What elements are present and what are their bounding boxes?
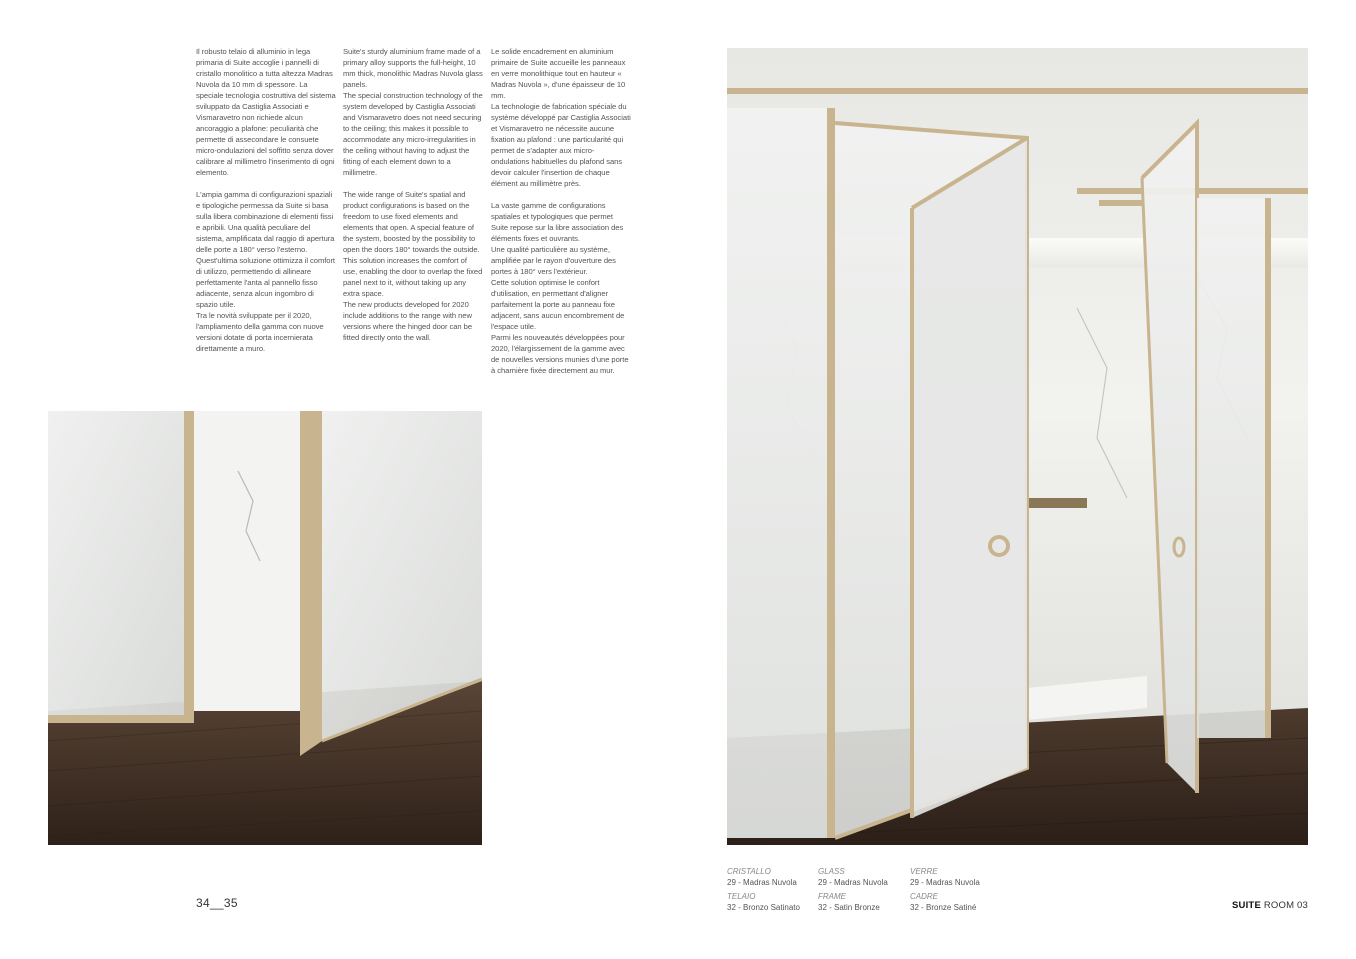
paragraph: Il robusto telaio di alluminio in lega primaria di Suite accoglie i pannelli di cristallo monolitico a tutta altezza Madras Nuvola da 10 mm di spessore. La speciale tecnologia costruttiva del sistema sviluppato da Castiglia Associati e Vismaravetro non richiede alcun ancoraggio a plafone: peculiarità che permette di assecondare le consuete micro-ondulazioni del soffitto senza dover calibrare al millimetro l'inserimento di ogni elemento. [196, 47, 336, 177]
paragraph: Cette solution optimise le confort d'utilisation, en permettant d'aligner parfaitement la porte au panneau fixe adjacent, sans aucun encombrement de l'espace utile. [491, 278, 625, 331]
paragraph: Le solide encadrement en aluminium primaire de Suite accueille les panneaux en verre monolithique tout en hauteur « Madras Nuvola », d'une épaisseur de 10 mm. [491, 47, 626, 100]
text-column-english [343, 46, 483, 343]
paragraph: Parmi les nouveautés développées pour 2020, l'élargissement de la gamme avec de nouvelles versions munies d'une porte à charnière fixée directement au mur. [491, 333, 629, 375]
paragraph: The special construction technology of the system developed by Castiglia Associati and Vismaravetro does not need securing to the ceiling; this makes it possible to accommodate any micro-irregularities in the ceiling without having to adjust the fitting of each element down to a millimetre. [343, 91, 483, 177]
right-page [678, 0, 1356, 959]
paragraph: This solution increases the comfort of use, enabling the door to overlap the fixed panel next to it, without taking up any extra space. [343, 256, 483, 298]
glass-label: VERRE [910, 867, 938, 876]
brand-suffix: ROOM 03 [1263, 900, 1308, 911]
paragraph: Une qualité particulière au système, amplifiée par le rayon d'ouverture des portes à 180° vers l'extérieur. [491, 245, 616, 276]
brand-footer [1232, 900, 1308, 911]
text-column-italian [196, 46, 336, 354]
paragraph: The new products developed for 2020 include additions to the range with new versions where the hinged door can be fitted directly onto the wall. [343, 300, 473, 342]
spec-english [818, 866, 888, 913]
paragraph: Tra le novità sviluppate per il 2020, l'ampliamento della gamma con nuove versioni dotate di porta incernierata direttamente a muro. [196, 311, 324, 353]
page-numbers: 34__35 [196, 896, 238, 910]
frame-value: 32 - Satin Bronze [818, 903, 880, 912]
frame-value: 32 - Bronze Satiné [910, 903, 977, 912]
text-column-french [491, 46, 631, 376]
glass-value: 29 - Madras Nuvola [910, 878, 980, 887]
paragraph: Suite's sturdy aluminium frame made of a primary alloy supports the full-height, 10 mm thick, monolithic Madras Nuvola glass panels. [343, 47, 483, 89]
door-detail-photo [48, 411, 482, 845]
glass-label: CRISTALLO [727, 867, 771, 876]
brand-name: SUITE [1232, 900, 1261, 911]
shower-enclosure-photo [727, 48, 1308, 845]
paragraph: La technologie de fabrication spéciale du système développé par Castiglia Associati et Vismaravetro ne nécessite aucune fixation au plafond : une particularité qui permet de s'adapter aux micro-ondulations habituelles du plafond sans devoir calculer l'insertion de chaque élément au millimètre près. [491, 102, 631, 188]
glass-value: 29 - Madras Nuvola [727, 878, 797, 887]
paragraph: La vaste gamme de configurations spatiales et typologiques que permet Suite repose sur la libre association des éléments fixes et ouvrants. [491, 201, 624, 243]
glass-value: 29 - Madras Nuvola [818, 878, 888, 887]
frame-value: 32 - Bronzo Satinato [727, 903, 800, 912]
paragraph: L'ampia gamma di configurazioni spaziali e tipologiche permessa da Suite si basa sulla libera combinazione di elementi fissi e apribili. Una qualità peculiare del sistema, amplificata dal raggio di apertura delle porte a 180° verso l'esterno. [196, 190, 335, 254]
frame-label: FRAME [818, 892, 846, 901]
frame-label: CADRE [910, 892, 939, 901]
glass-label: GLASS [818, 867, 845, 876]
paragraph: Quest'ultima soluzione ottimizza il comfort di utilizzo, permettendo di allineare perfettamente l'anta al pannello fisso adiacente, senza alcun ingombro di spazio utile. [196, 256, 335, 309]
spec-italian [727, 866, 800, 913]
frame-label: TELAIO [727, 892, 756, 901]
paragraph: The wide range of Suite's spatial and product configurations is based on the freedom to use fixed elements and elements that open. A special feature of the system, boosted by the possibility to open the doors 180° towards the outside. [343, 190, 480, 254]
spec-french [910, 866, 980, 913]
